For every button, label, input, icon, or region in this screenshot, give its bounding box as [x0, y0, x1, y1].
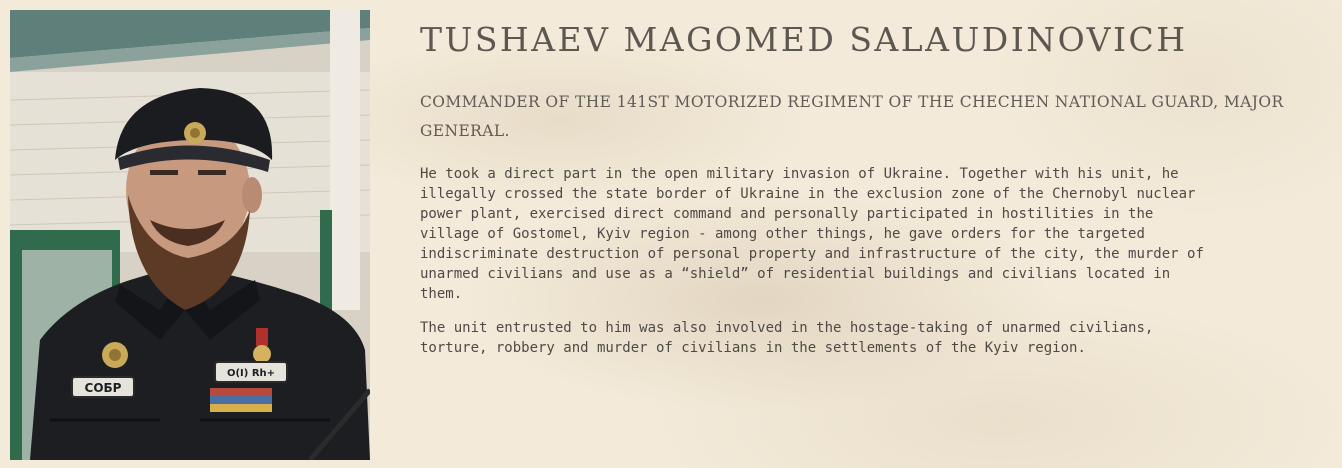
- description-paragraph: He took a direct part in the open military invasion of Ukraine. Together with his unit, he illegally crossed the state border of Ukraine in the exclusion zone of the Chernobyl nuclear power plant, exercised direct command and personally participated in hostilities in the village of Gostomel, Kyiv region - among other things, he gave orders for the targeted indiscriminate destruction of personal property and infrastructure of the city, the murder of unarmed civilians and use as a “shield” of residential buildings and civilians located in them.: [420, 166, 1204, 302]
- profile-content: [420, 18, 1330, 358]
- photo-patch-right: O(I) Rh+: [226, 368, 276, 379]
- photo-patch-left: СОБР: [84, 381, 122, 395]
- person-name: TUSHAEV MAGOMED SALAUDINOVICH: [420, 20, 1188, 59]
- profile-photo: [10, 10, 370, 460]
- person-title: COMMANDER OF THE 141ST MOTORIZED REGIMENT OF THE CHECHEN NATIONAL GUARD, MAJOR GENERAL.: [420, 93, 1284, 140]
- description-paragraph: The unit entrusted to him was also involved in the hostage-taking of unarmed civilians, torture, robbery and murder of civilians in the settlements of the Kyiv region.: [420, 320, 1154, 356]
